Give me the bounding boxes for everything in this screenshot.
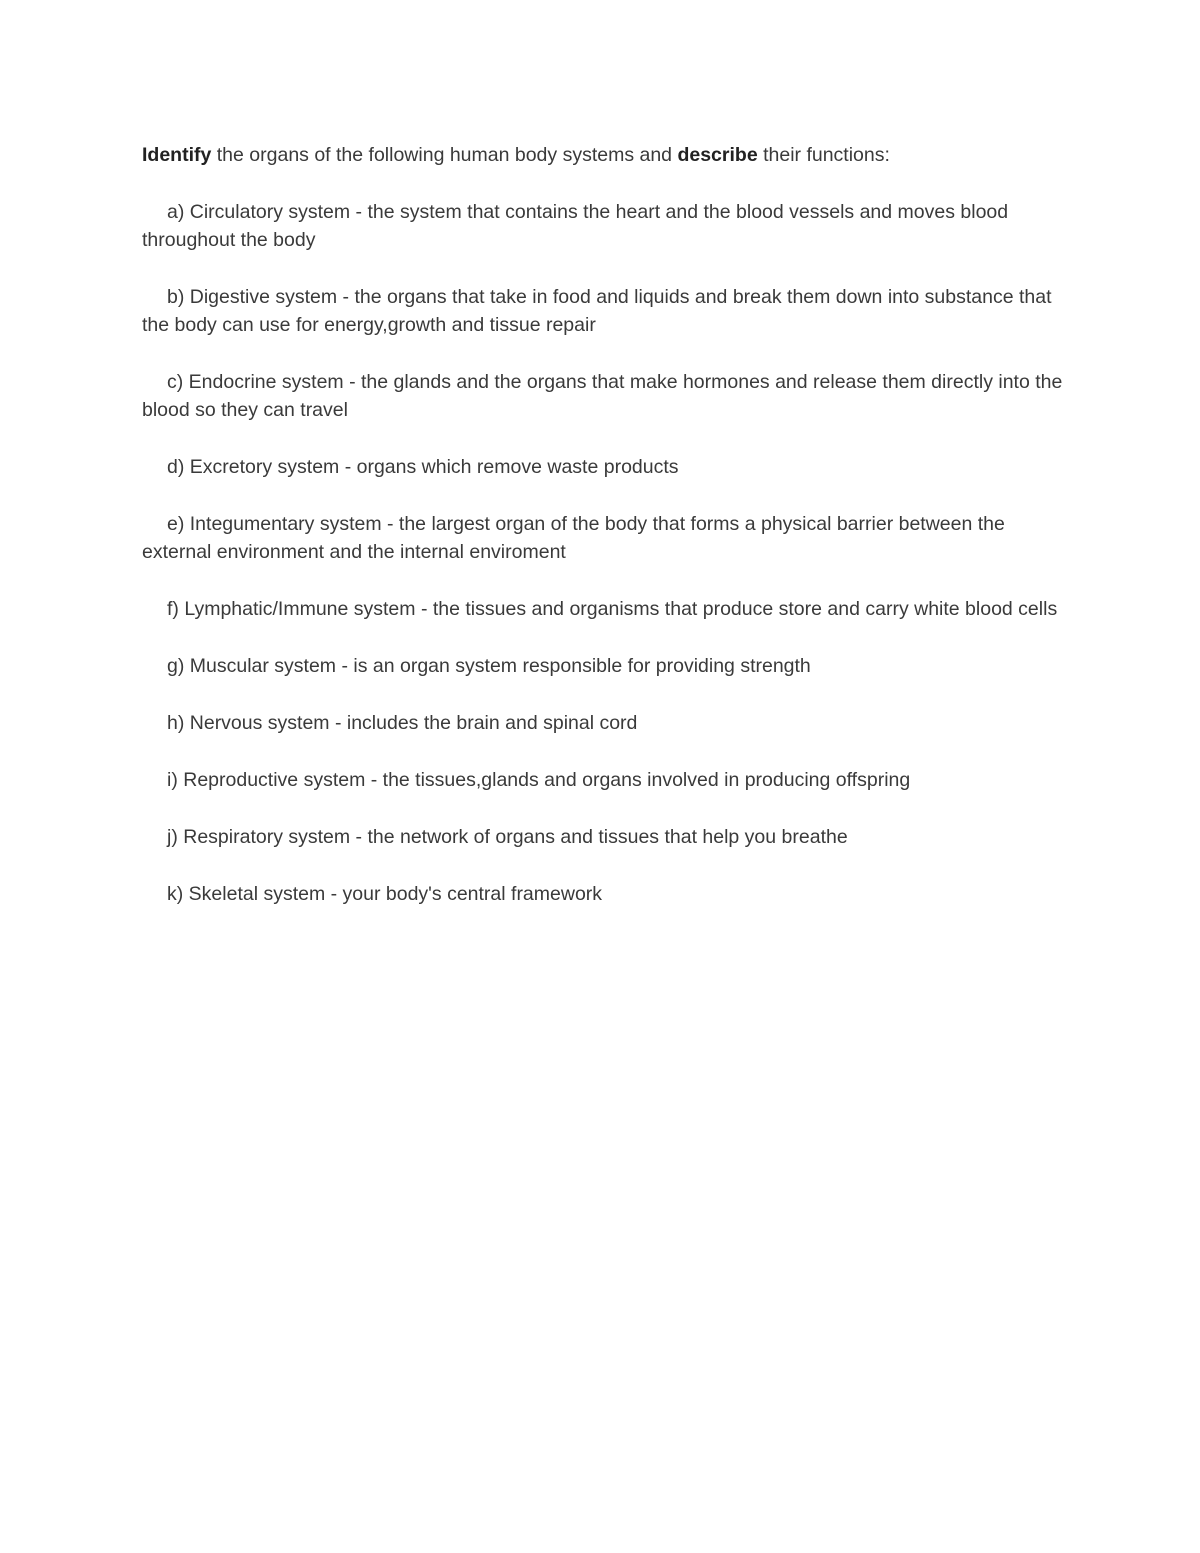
item-marker: g): [167, 655, 185, 677]
list-item-respiratory: [142, 823, 1072, 851]
item-marker: h): [167, 712, 185, 734]
item-marker: k): [167, 883, 184, 905]
item-marker: b): [167, 286, 185, 308]
item-marker: a): [167, 201, 185, 223]
item-marker: e): [167, 513, 185, 535]
list-item-lymphatic-immune: [142, 595, 1072, 623]
list-item-excretory: [142, 453, 1072, 481]
item-text: Lymphatic/Immune system - the tissues and organisms that produce store and carry white blood cells: [184, 598, 1058, 620]
item-text: Respiratory system - the network of organs and tissues that help you breathe: [183, 826, 848, 848]
list-item-nervous: [142, 709, 1072, 737]
body-systems-list: [142, 198, 1072, 908]
instruction-verb-identify: Identify: [142, 144, 212, 166]
list-item-integumentary: [142, 510, 1072, 566]
list-item-skeletal: [142, 880, 1072, 908]
instruction-middle: the organs of the following human body systems and: [211, 144, 678, 166]
item-marker: i): [167, 769, 178, 791]
item-text: Muscular system - is an organ system responsible for providing strength: [189, 655, 811, 677]
item-text: Circulatory system - the system that contains the heart and the blood vessels and moves blood throughout the body: [142, 201, 1009, 251]
list-item-reproductive: [142, 766, 1072, 794]
item-text: Skeletal system - your body's central framework: [188, 883, 603, 905]
item-text: Digestive system - the organs that take in food and liquids and break them down into substance that the body can use for energy,growth and tissue repair: [142, 286, 1052, 336]
item-text: Integumentary system - the largest organ of the body that forms a physical barrier between the external environment and the internal enviroment: [142, 513, 1005, 563]
item-marker: c): [167, 371, 184, 393]
list-item-digestive: [142, 283, 1072, 339]
instruction-paragraph: [142, 141, 1072, 169]
document-body: [142, 141, 1072, 937]
item-text: Excretory system - organs which remove waste products: [189, 456, 679, 478]
instruction-verb-describe: describe: [677, 144, 758, 166]
item-marker: j): [167, 826, 178, 848]
instruction-end: their functions:: [757, 144, 890, 166]
item-text: Nervous system - includes the brain and spinal cord: [189, 712, 638, 734]
list-item-muscular: [142, 652, 1072, 680]
item-text: Reproductive system - the tissues,glands and organs involved in producing offspring: [183, 769, 911, 791]
item-text: Endocrine system - the glands and the organs that make hormones and release them directly into the blood so they can travel: [142, 371, 1063, 421]
item-marker: d): [167, 456, 185, 478]
list-item-circulatory: [142, 198, 1072, 254]
list-item-endocrine: [142, 368, 1072, 424]
item-marker: f): [167, 598, 179, 620]
